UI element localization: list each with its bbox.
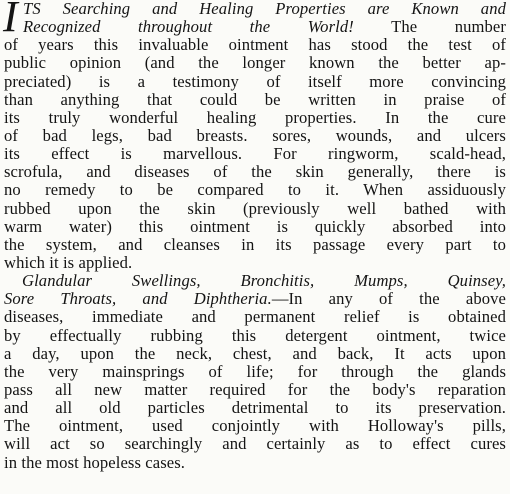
text-line	[4, 54, 506, 72]
italic-text: Glandular Swellings, Bronchitis, Mumps, Quinsey,	[22, 272, 506, 291]
roman-text: preciated) is a testimony of itself more convincing	[4, 72, 506, 91]
roman-text: of years this invaluable ointment has stood the test of	[4, 36, 506, 55]
text-line	[4, 272, 506, 290]
roman-text: The ointment, used conjointly with Holloway's pills,	[4, 417, 506, 436]
text-line	[4, 290, 506, 308]
text-line	[4, 399, 506, 417]
italic-text: Sore Throats, and Diphtheria.	[4, 290, 272, 309]
text-line	[4, 163, 506, 181]
roman-text: no remedy to be compared to it. When assiduously	[4, 181, 506, 200]
roman-text: scrofula, and diseases of the skin generally, there is	[4, 163, 506, 182]
roman-text: than anything that could be written in praise of	[4, 90, 506, 109]
roman-text: which it is applied.	[4, 253, 133, 272]
roman-text: in the most hopeless cases.	[4, 453, 186, 472]
roman-text: The number	[353, 18, 506, 37]
roman-text: public opinion (and the longer known the better ap-	[4, 54, 506, 73]
paragraph-1	[4, 0, 506, 272]
roman-text: will act so searchingly and certainly as to effect cures	[4, 435, 506, 454]
roman-text: pass all new matter required for the body's reparation	[4, 380, 506, 399]
roman-text: the system, and cleanses in its passage every part to	[4, 235, 506, 254]
text-line	[4, 36, 506, 54]
text-line	[4, 345, 506, 363]
text-line	[4, 73, 506, 91]
paragraph-2	[4, 272, 506, 472]
roman-text: its truly wonderful healing properties. In the cure	[4, 108, 506, 127]
roman-text: of bad legs, bad breasts. sores, wounds, and ulcers	[4, 126, 506, 145]
text-line	[4, 0, 506, 18]
text-line	[4, 381, 506, 399]
drop-cap: I	[3, 0, 18, 41]
roman-text: diseases, immediate and permanent relief is obtained	[4, 308, 506, 327]
text-line	[4, 218, 506, 236]
text-line	[4, 435, 506, 453]
italic-text: TS Searching and Healing Properties are Known and	[23, 0, 506, 18]
text-line	[4, 18, 506, 36]
roman-text: —In any of the above	[271, 290, 506, 309]
text-line	[4, 327, 506, 345]
text-line	[4, 145, 506, 163]
text-line	[4, 363, 506, 381]
roman-text: warm water) this ointment is quickly absorbed into	[4, 217, 506, 236]
text-line	[4, 109, 506, 127]
text-line	[4, 454, 506, 472]
text-line	[4, 127, 506, 145]
roman-text: a day, upon the neck, chest, and back, It acts upon	[4, 344, 506, 363]
text-line	[4, 181, 506, 199]
roman-text: and all old particles detrimental to its preservation.	[4, 399, 506, 418]
roman-text: its effect is marvellous. For ringworm, scald-head,	[4, 145, 506, 164]
roman-text: rubbed upon the skin (previously well bathed with	[4, 199, 506, 218]
text-line	[4, 254, 506, 272]
text-line	[4, 236, 506, 254]
italic-text: Recognized throughout the World!	[23, 18, 354, 37]
text-line	[4, 91, 506, 109]
text-line	[4, 200, 506, 218]
roman-text: the very mainsprings of life; for through the glands	[4, 362, 506, 381]
text-line	[4, 308, 506, 326]
roman-text: by effectually rubbing this detergent ointment, twice	[4, 326, 506, 345]
text-line	[4, 417, 506, 435]
